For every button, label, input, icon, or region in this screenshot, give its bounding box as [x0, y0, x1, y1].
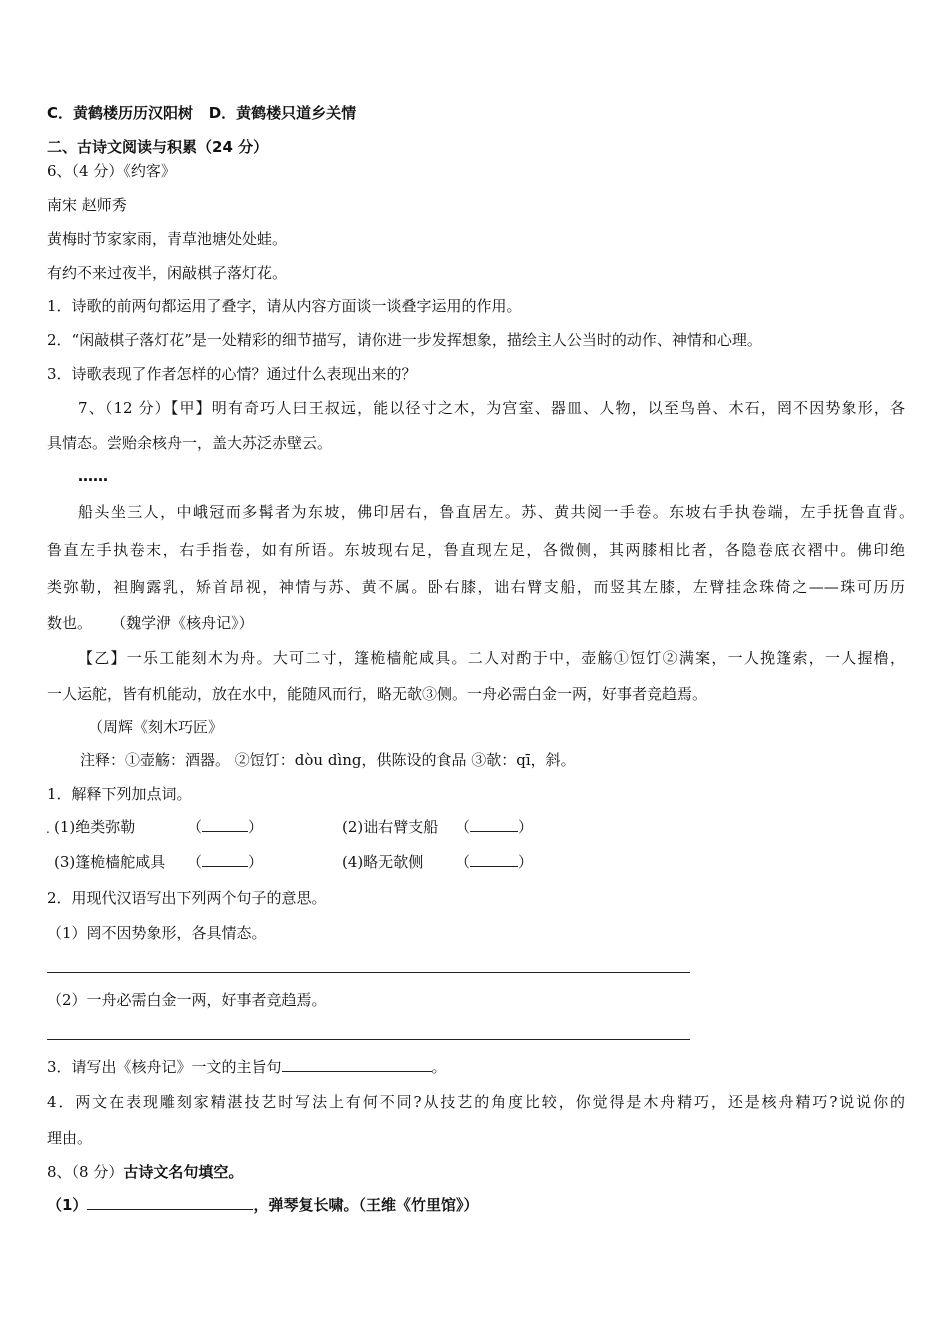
q6-sub-question-3: 3．诗歌表现了作者怎样的心情？通过什么表现出来的？ [47, 365, 417, 383]
q7-term-item: (1)绝类弥勒 [54, 818, 136, 836]
q6-sub-question-1: 1．诗歌的前两句都运用了叠字，请从内容方面谈一谈叠字运用的作用。 [47, 297, 522, 315]
answer-blank[interactable] [87, 1195, 253, 1210]
q7-sub-question-1: 1．解释下列加点词。 [47, 785, 192, 803]
q7-notes: 注释：①壶觞：酒器。 ②饾饤：dòu dìng，供陈设的食品 ③欹：qī，斜。 [80, 751, 576, 769]
q7-yi-line: 一人运舵，皆有机能动，放在水中，能随风而行，略无欹③侧。一舟必需白金一两，好事者竞趋焉。 [47, 685, 708, 703]
q7-jia-line: 具情态。尝贻余核舟一，盖大苏泛赤壁云。 [47, 434, 333, 452]
q7-term-item: (3)篷桅樯舵咸具 [54, 853, 166, 871]
q7-sub-question-4-cont: 理由。 [47, 1129, 93, 1147]
q7-passage-line: 船头坐三人，中峨冠而多髯者为东坡，佛印居右，鲁直居左。苏、黄共阅一手卷。东坡右手执卷端，左手抚鲁直背。 [78, 503, 914, 521]
q7-jia-line: 7、（12 分）【甲】明有奇巧人曰王叔远，能以径寸之木，为宫室、器皿、人物，以至鸟兽、木石，罔不因势象形，各 [78, 399, 905, 417]
q7-term-item: (2)诎右臂支船 [342, 818, 439, 836]
option-d: D．黄鹤楼只道乡关情 [208, 104, 357, 122]
answer-line[interactable] [47, 972, 690, 973]
options-line [47, 103, 356, 123]
answer-blank[interactable]: （ ） [187, 818, 264, 836]
q6-header: 6、（4 分）《约客》 [47, 162, 176, 180]
q7-term-item: (4)略无欹侧 [342, 853, 424, 871]
q7-passage-line: 类弥勒，袒胸露乳，矫首昂视，神情与苏、黄不属。卧右膝，诎右臂支船，而竖其左膝，左臂挂念珠倚之——珠可历历 [47, 578, 905, 596]
answer-blank[interactable] [282, 1057, 432, 1072]
q7-sentence-2: （2）一舟必需白金一两，好事者竞趋焉。 [47, 991, 327, 1009]
q7-yi-line: 【乙】一乐工能刻木为舟。大可二寸，篷桅樯舵咸具。二人对酌于中，壶觞①饾饤②满案，一人挽篷索，一人握橹， [78, 649, 905, 667]
q7-passage-line: 鲁直左手执卷末，右手指卷，如有所语。东坡现右足，鲁直现左足，各微侧，其两膝相比者，各隐卷底衣褶中。佛印绝 [47, 541, 905, 559]
q6-poem-line: 黄梅时节家家雨，青草池塘处处蛙。 [47, 230, 288, 248]
answer-blank[interactable]: （ ） [187, 853, 264, 871]
section-heading: 二、古诗文阅读与积累（24 分） [47, 138, 269, 156]
answer-blank[interactable]: （ ） [455, 818, 534, 836]
option-c: C．黄鹤楼历历汉阳树 [47, 104, 194, 122]
q8-item-1: （1） ，弹琴复长啸。（王维《竹里馆》） [47, 1196, 479, 1214]
q6-sub-question-2: 2．“闲敲棋子落灯花”是一处精彩的细节描写，请你进一步发挥想象，描绘主人公当时的动作、神情和心理。 [47, 331, 762, 349]
answer-line[interactable] [47, 1039, 690, 1040]
q8-header: 8、（8 分）古诗文名句填空。 [47, 1163, 244, 1181]
answer-blank[interactable]: （ ） [455, 853, 534, 871]
q6-poem-author: 南宋 赵师秀 [47, 196, 127, 214]
q7-sub-question-4: 4．两文在表现雕刻家精湛技艺时写法上有何不同?从技艺的角度比较，你觉得是木舟精巧，还是核舟精巧?说说你的 [47, 1093, 905, 1111]
emphasis-dot: . [46, 822, 50, 836]
q7-sentence-1: （1）罔不因势象形，各具情态。 [47, 924, 267, 942]
q7-ellipsis: …… [78, 467, 108, 485]
q7-sub-question-2: 2．用现代汉语写出下列两个句子的意思。 [47, 889, 327, 907]
q6-poem-line: 有约不来过夜半，闲敲棋子落灯花。 [47, 264, 288, 282]
q7-sub-question-3: 3．请写出《核舟记》一文的主旨句 。 [47, 1058, 447, 1076]
q7-passage-source: 数也。 （魏学洢《核舟记》） [47, 614, 254, 632]
q7-yi-source: （周辉《刻木巧匠》 [88, 718, 224, 736]
